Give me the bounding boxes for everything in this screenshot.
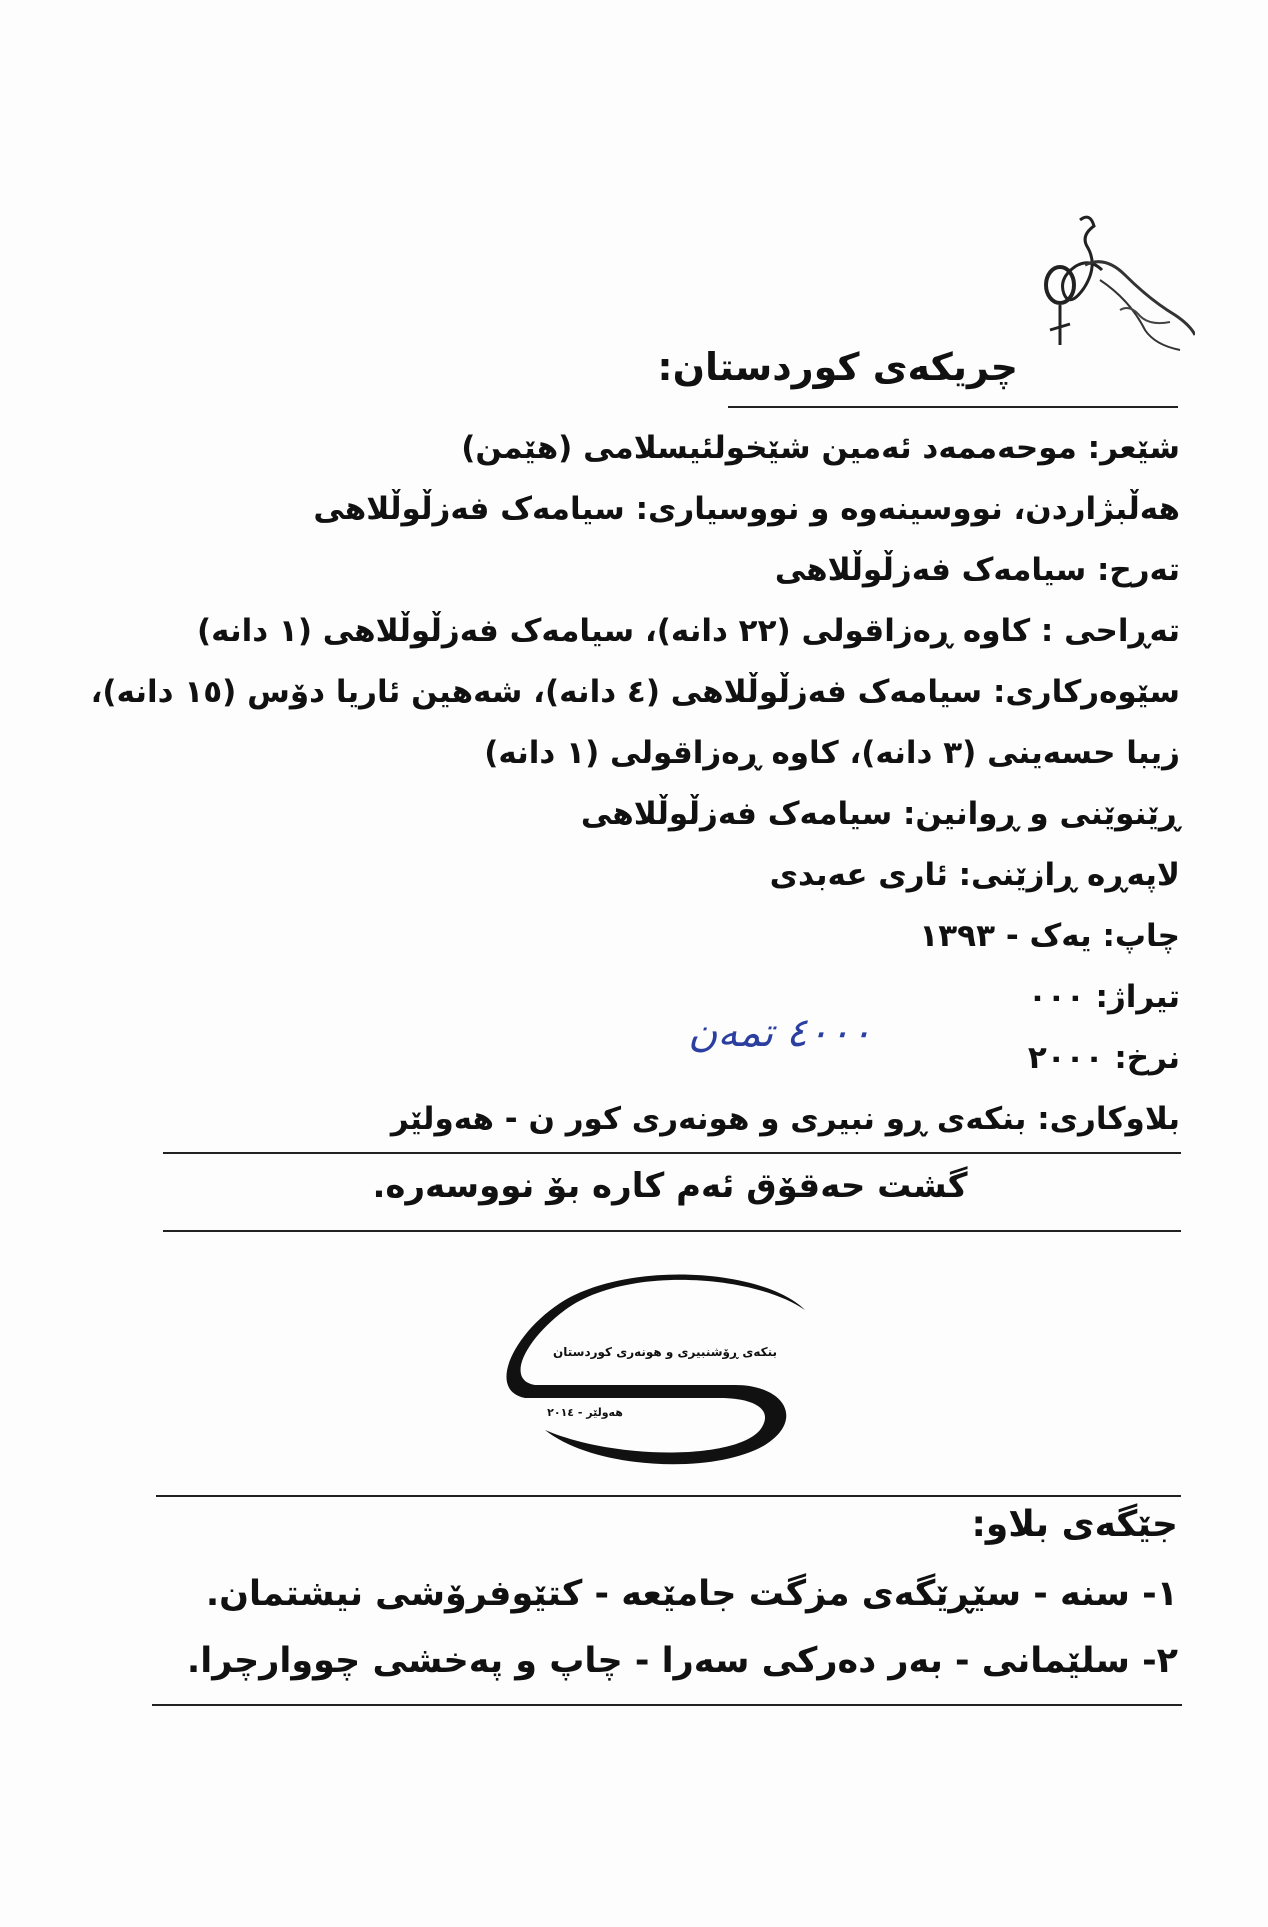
- credits-block: [90, 418, 1180, 1150]
- divider-top: [163, 1152, 1181, 1154]
- credit-line: هەڵبژاردن، نووسینەوە و نووسیاری: سیامەک فەزڵوڵلاهی: [313, 491, 1180, 527]
- credit-line: لاپەڕە ڕازێنی: ئاری عەبدی: [769, 857, 1180, 893]
- divider-rights: [163, 1230, 1181, 1232]
- document-heading: چریکەی کوردستان:: [657, 345, 1018, 389]
- distribution-item: ١- سنە - سێڕێگەی مزگت جامێعە - کتێوفرۆشی نیشتمان.: [205, 1574, 1178, 1614]
- distribution-title: جێگەی بلاو:: [971, 1504, 1178, 1545]
- distribution-item: ٢- سلێمانی - بەر دەرکی سەرا - چاپ و پەخشی چووارچرا.: [186, 1641, 1178, 1681]
- logo-text-main: بنکەی ڕۆشنبیری و هونەری کوردستان: [553, 1345, 777, 1359]
- heading-divider: [728, 406, 1178, 408]
- credit-line: تیراژ: ٠٠٠: [1027, 979, 1180, 1015]
- credit-line: شێعر: موحەممەد ئەمین شێخولئیسلامی (هێمن): [461, 430, 1180, 466]
- credit-line: تەڕاحی : کاوە ڕەزاقولی (٢٢ دانە)، سیامەک فەزڵوڵلاهی (١ دانە): [196, 613, 1180, 649]
- handwritten-price: ٤٠٠٠ تمەن: [688, 1010, 872, 1056]
- divider-bottom: [152, 1704, 1182, 1706]
- credit-line: ڕێنوێنی و ڕوانین: سیامەک فەزڵوڵلاهی: [580, 796, 1180, 832]
- credit-line: تەرح: سیامەک فەزڵوڵلاهی: [774, 552, 1180, 588]
- credit-line: نرخ: ٢٠٠٠: [1027, 1040, 1180, 1076]
- logo-text-place: هەولێر - ٢٠١٤: [547, 1406, 623, 1419]
- credit-line: بلاوکاری: بنکەی ڕو نبیری و هونەری کور ن - هەولێر: [390, 1101, 1180, 1137]
- credit-line: سێوەرکاری: سیامەک فەزڵوڵلاهی (٤ دانە)، شەهین ئاریا دۆس (١٥ دانە)،: [90, 674, 1180, 710]
- rights-notice: گشت حەقۆق ئەم کارە بۆ نووسەرە.: [372, 1166, 968, 1206]
- handwritten-signature: [1020, 210, 1195, 370]
- credit-line: چاپ: یەک - ١٣٩٣: [919, 918, 1180, 954]
- publisher-logo: [505, 1270, 835, 1470]
- divider-logo: [156, 1495, 1181, 1497]
- credit-line: زیبا حسەینی (٣ دانە)، کاوە ڕەزاقولی (١ دانە): [484, 735, 1180, 771]
